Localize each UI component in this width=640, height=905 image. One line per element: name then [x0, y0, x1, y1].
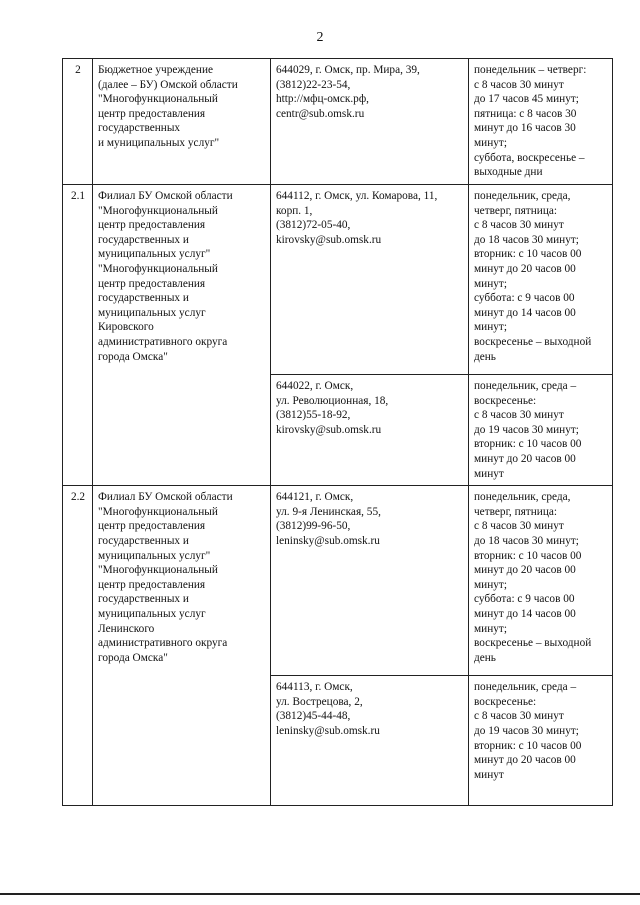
page-bottom-border	[0, 893, 640, 895]
address-contacts: 644113, г. Омск, ул. Вострецова, 2, (3812)45-44-48, leninsky@sub.omsk.ru	[271, 676, 469, 806]
organization-name: Филиал БУ Омской области "Многофункциональный центр предоставления государственных и муниципальных услуг" "Многофункциональный центр предоставления государственных и муниципальных услуг Кировского административного округа города Омска"	[93, 185, 271, 486]
working-hours: понедельник, среда, четверг, пятница: с 8 часов 30 минут до 18 часов 30 минут; вторник: с 10 часов 00 минут до 20 часов 00 минут; суббота: с 9 часов 00 минут до 14 часов 00 минут; воскресенье – выходной день	[469, 486, 613, 676]
email-link[interactable]: kirovsky@sub.omsk.ru	[276, 233, 382, 246]
working-hours: понедельник, среда – воскресенье: с 8 часов 30 минут до 19 часов 30 минут; вторник: с 10 часов 00 минут до 20 часов 00 минут	[469, 676, 613, 806]
row-number: 2.2	[63, 486, 93, 806]
address-contacts: 644121, г. Омск, ул. 9-я Ленинская, 55, (3812)99-96-50, leninsky@sub.omsk.ru	[271, 486, 469, 676]
address-contacts: 644029, г. Омск, пр. Мира, 39, (3812)22-23-54, http://мфц-омск.рф, centr@sub.omsk.ru	[271, 59, 469, 185]
working-hours: понедельник, среда, четверг, пятница: с 8 часов 30 минут до 18 часов 30 минут; вторник: с 10 часов 00 минут до 20 часов 00 минут; суббота: с 9 часов 00 минут до 14 часов 00 минут; воскресенье – выходной день	[469, 185, 613, 375]
table-row	[63, 59, 613, 185]
address-contacts: 644022, г. Омск, ул. Революционная, 18, (3812)55-18-92, kirovsky@sub.omsk.ru	[271, 375, 469, 486]
email-link[interactable]: centr@sub.omsk.ru	[276, 107, 365, 120]
email-link[interactable]: leninsky@sub.omsk.ru	[276, 724, 380, 737]
table-row	[63, 185, 613, 375]
row-number: 2.1	[63, 185, 93, 486]
address-contacts: 644112, г. Омск, ул. Комарова, 11, корп. 1, (3812)72-05-40, kirovsky@sub.omsk.ru	[271, 185, 469, 375]
table-row	[63, 486, 613, 676]
website-link[interactable]: http://мфц-омск.рф,	[276, 93, 369, 106]
row-number: 2	[63, 59, 93, 185]
email-link[interactable]: kirovsky@sub.omsk.ru	[276, 423, 382, 436]
working-hours: понедельник, среда – воскресенье: с 8 часов 30 минут до 19 часов 30 минут; вторник: с 10 часов 00 минут до 20 часов 00 минут	[469, 375, 613, 486]
organization-name: Бюджетное учреждение (далее – БУ) Омской области "Многофункциональный центр предоставления государственных и муниципальных услуг"	[93, 59, 271, 185]
email-link[interactable]: leninsky@sub.omsk.ru	[276, 534, 380, 547]
working-hours: понедельник – четверг: с 8 часов 30 минут до 17 часов 45 минут; пятница: с 8 часов 30 минут до 16 часов 30 минут; суббота, воскресенье – выходные дни	[469, 59, 613, 185]
page-number: 2	[316, 30, 324, 45]
mfc-offices-table	[62, 58, 613, 806]
organization-name: Филиал БУ Омской области "Многофункциональный центр предоставления государственных и муниципальных услуг" "Многофункциональный центр предоставления государственных и муниципальных услуг Ленинского административного округа города Омска"	[93, 486, 271, 806]
